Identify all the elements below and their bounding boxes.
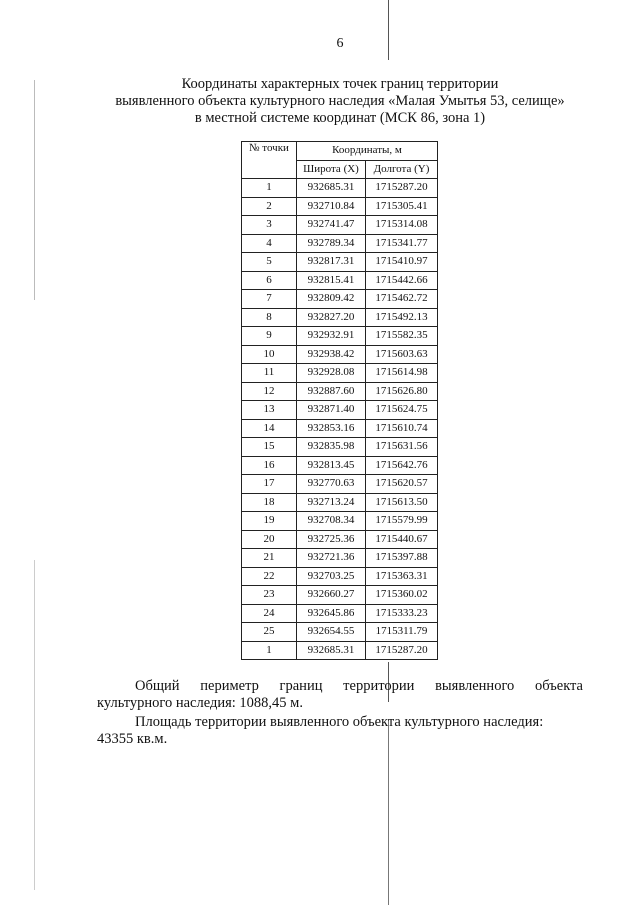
longitude-cell: 1715582.35 [366, 327, 438, 346]
point-number-cell: 6 [242, 271, 297, 290]
longitude-cell: 1715626.80 [366, 382, 438, 401]
point-number-cell: 12 [242, 382, 297, 401]
scan-artifact-line [34, 560, 35, 890]
perimeter-line: Общий периметр границ территории выявленного объекта [135, 678, 583, 694]
latitude-cell: 932721.36 [297, 549, 366, 568]
point-number-cell: 15 [242, 438, 297, 457]
longitude-cell: 1715410.97 [366, 253, 438, 272]
longitude-cell: 1715311.79 [366, 623, 438, 642]
coordinates-table [241, 141, 438, 660]
title-line: выявленного объекта культурного наследия «Малая Умытья 53, селище» [115, 93, 565, 109]
latitude-cell: 932809.42 [297, 290, 366, 309]
coordinates-table-body [242, 179, 438, 660]
latitude-cell: 932887.60 [297, 382, 366, 401]
latitude-cell: 932928.08 [297, 364, 366, 383]
longitude-cell: 1715614.98 [366, 364, 438, 383]
latitude-cell: 932817.31 [297, 253, 366, 272]
table-row [242, 216, 438, 235]
point-number-cell: 4 [242, 234, 297, 253]
point-number-cell: 2 [242, 197, 297, 216]
table-row [242, 438, 438, 457]
longitude-cell: 1715610.74 [366, 419, 438, 438]
header-coordinates: Координаты, м [297, 142, 438, 161]
longitude-cell: 1715613.50 [366, 493, 438, 512]
perimeter-paragraph [97, 678, 583, 712]
table-row [242, 327, 438, 346]
title-line: Координаты характерных точек границ территории [181, 76, 499, 92]
longitude-cell: 1715287.20 [366, 179, 438, 198]
latitude-cell: 932703.25 [297, 567, 366, 586]
table-row [242, 308, 438, 327]
table-row [242, 549, 438, 568]
point-number-cell: 3 [242, 216, 297, 235]
longitude-cell: 1715642.76 [366, 456, 438, 475]
longitude-cell: 1715314.08 [366, 216, 438, 235]
header-point-number: № точки [242, 142, 297, 179]
latitude-cell: 932645.86 [297, 604, 366, 623]
point-number-cell: 8 [242, 308, 297, 327]
table-row [242, 641, 438, 660]
longitude-cell: 1715624.75 [366, 401, 438, 420]
table-row [242, 475, 438, 494]
latitude-cell: 932725.36 [297, 530, 366, 549]
table-row [242, 253, 438, 272]
table-row [242, 382, 438, 401]
point-number-cell: 25 [242, 623, 297, 642]
table-row [242, 179, 438, 198]
point-number-cell: 7 [242, 290, 297, 309]
latitude-cell: 932835.98 [297, 438, 366, 457]
longitude-cell: 1715603.63 [366, 345, 438, 364]
table-row [242, 364, 438, 383]
latitude-cell: 932708.34 [297, 512, 366, 531]
area-line: Площадь территории выявленного объекта культурного наследия: [135, 714, 544, 730]
latitude-cell: 932741.47 [297, 216, 366, 235]
latitude-cell: 932853.16 [297, 419, 366, 438]
latitude-cell: 932770.63 [297, 475, 366, 494]
document-title [0, 76, 640, 127]
latitude-cell: 932685.31 [297, 179, 366, 198]
latitude-cell: 932938.42 [297, 345, 366, 364]
latitude-cell: 932660.27 [297, 586, 366, 605]
latitude-cell: 932654.55 [297, 623, 366, 642]
table-row [242, 530, 438, 549]
point-number-cell: 9 [242, 327, 297, 346]
longitude-cell: 1715442.66 [366, 271, 438, 290]
table-row [242, 567, 438, 586]
latitude-cell: 932710.84 [297, 197, 366, 216]
longitude-cell: 1715305.41 [366, 197, 438, 216]
point-number-cell: 10 [242, 345, 297, 364]
point-number-cell: 19 [242, 512, 297, 531]
table-row [242, 512, 438, 531]
latitude-cell: 932827.20 [297, 308, 366, 327]
table-row [242, 623, 438, 642]
area-line: 43355 кв.м. [97, 731, 168, 747]
page-number: 6 [336, 36, 344, 51]
longitude-cell: 1715462.72 [366, 290, 438, 309]
table-row [242, 290, 438, 309]
longitude-cell: 1715360.02 [366, 586, 438, 605]
point-number-cell: 20 [242, 530, 297, 549]
point-number-cell: 1 [242, 179, 297, 198]
table-row [242, 419, 438, 438]
table-row [242, 197, 438, 216]
point-number-cell: 17 [242, 475, 297, 494]
latitude-cell: 932789.34 [297, 234, 366, 253]
longitude-cell: 1715287.20 [366, 641, 438, 660]
longitude-cell: 1715492.13 [366, 308, 438, 327]
longitude-cell: 1715363.31 [366, 567, 438, 586]
latitude-cell: 932815.41 [297, 271, 366, 290]
longitude-cell: 1715397.88 [366, 549, 438, 568]
latitude-cell: 932932.91 [297, 327, 366, 346]
table-row [242, 345, 438, 364]
longitude-cell: 1715333.23 [366, 604, 438, 623]
table-row [242, 604, 438, 623]
table-row [242, 401, 438, 420]
point-number-cell: 13 [242, 401, 297, 420]
latitude-cell: 932685.31 [297, 641, 366, 660]
table-row [242, 493, 438, 512]
table-row [242, 271, 438, 290]
latitude-cell: 932713.24 [297, 493, 366, 512]
longitude-cell: 1715341.77 [366, 234, 438, 253]
latitude-cell: 932813.45 [297, 456, 366, 475]
point-number-cell: 24 [242, 604, 297, 623]
table-row [242, 586, 438, 605]
point-number-cell: 21 [242, 549, 297, 568]
latitude-cell: 932871.40 [297, 401, 366, 420]
point-number-cell: 14 [242, 419, 297, 438]
header-latitude: Широта (X) [297, 160, 366, 179]
longitude-cell: 1715631.56 [366, 438, 438, 457]
longitude-cell: 1715620.57 [366, 475, 438, 494]
longitude-cell: 1715579.99 [366, 512, 438, 531]
area-paragraph [97, 714, 583, 748]
table-row [242, 456, 438, 475]
longitude-cell: 1715440.67 [366, 530, 438, 549]
point-number-cell: 11 [242, 364, 297, 383]
title-line: в местной системе координат (МСК 86, зона 1) [194, 110, 486, 126]
point-number-cell: 1 [242, 641, 297, 660]
perimeter-line: культурного наследия: 1088,45 м. [97, 695, 303, 711]
point-number-cell: 18 [242, 493, 297, 512]
point-number-cell: 5 [242, 253, 297, 272]
table-row [242, 234, 438, 253]
point-number-cell: 23 [242, 586, 297, 605]
header-longitude: Долгота (Y) [366, 160, 438, 179]
point-number-cell: 22 [242, 567, 297, 586]
point-number-cell: 16 [242, 456, 297, 475]
